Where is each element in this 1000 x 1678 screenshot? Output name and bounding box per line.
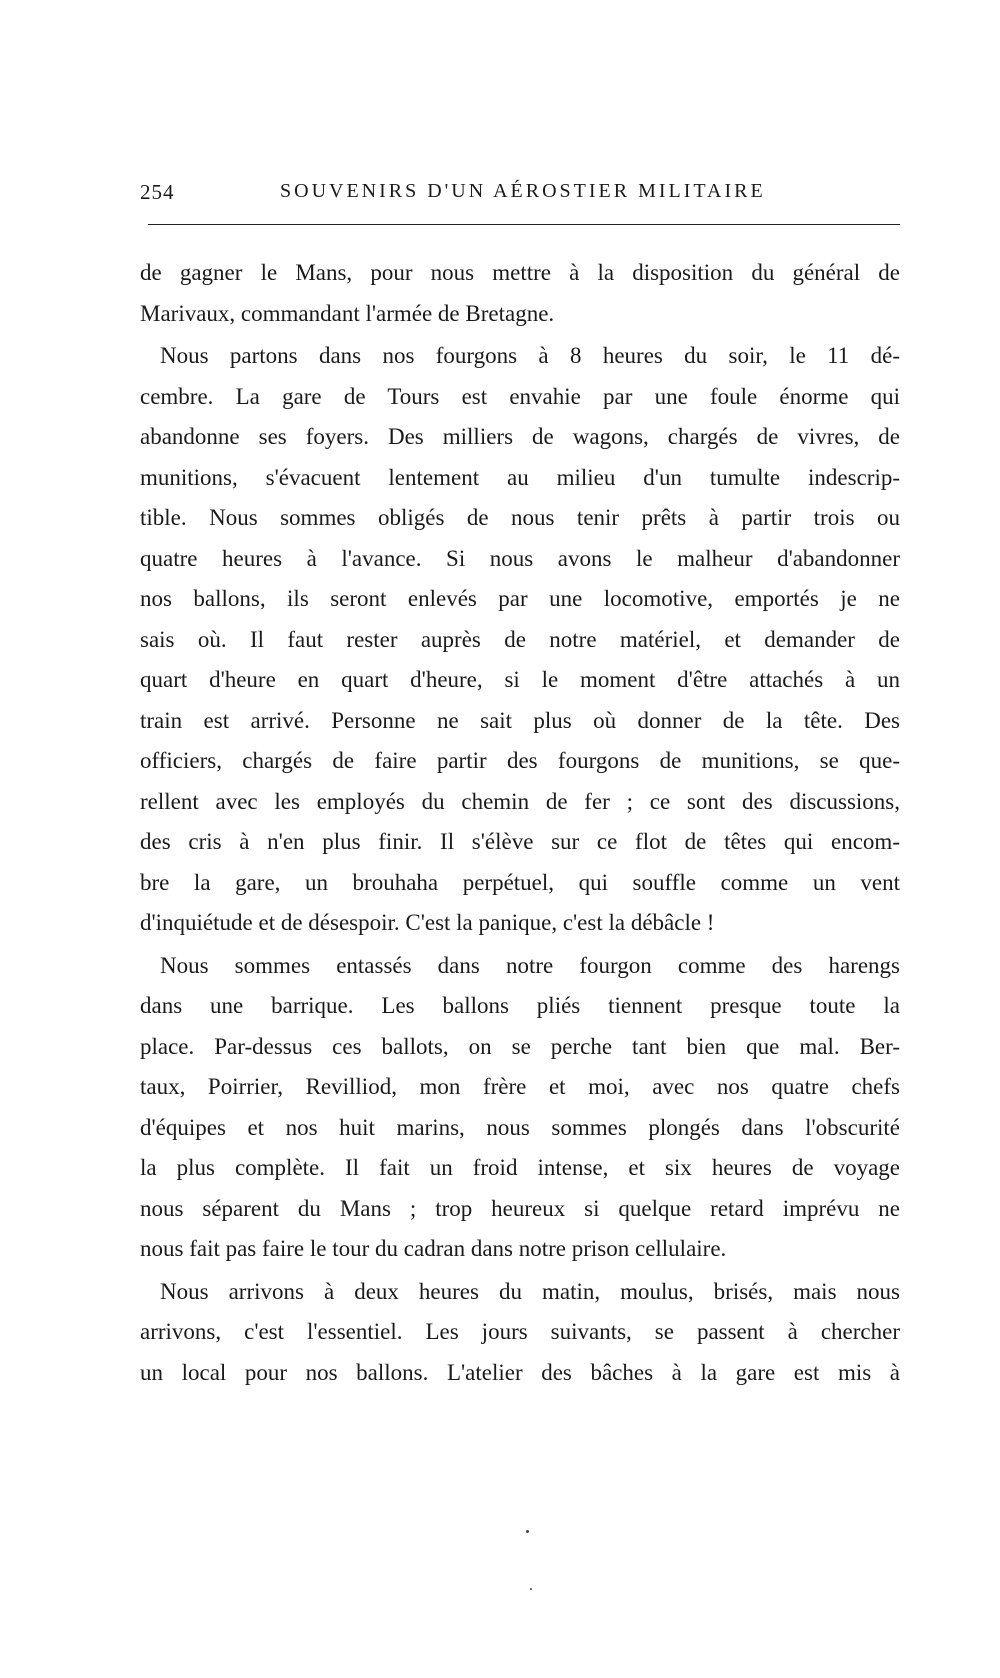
text-line: officiers, chargés de faire partir des fourgons de munitions, se que- [140,748,900,773]
header-rule [148,224,900,225]
text-line: la plus complète. Il fait un froid intense, et six heures de voyage [140,1155,900,1180]
paragraph [140,1272,900,1394]
running-head [140,180,900,214]
text-line: cembre. La gare de Tours est envahie par une foule énorme qui [140,383,900,409]
print-speck [530,1588,532,1590]
body-text [140,253,900,1393]
text-line: nos ballons, ils seront enlevés par une locomotive, emportés je ne [140,586,900,611]
text-line: quatre heures à l'avance. Si nous avons le malheur d'abandonner [140,545,900,571]
running-title: SOUVENIRS D'UN AÉROSTIER MILITAIRE [280,180,766,202]
text-line: des cris à n'en plus finir. Il s'élève sur ce flot de têtes qui encom- [140,829,900,854]
text-line: abandonne ses foyers. Des milliers de wagons, chargés de vivres, de [140,424,900,449]
text-line: d'inquiétude et de désespoir. C'est la panique, c'est la débâcle ! [140,910,715,935]
text-line: de gagner le Mans, pour nous mettre à la disposition du général de [140,260,900,285]
paragraph [140,336,900,944]
page-number: 254 [140,180,175,204]
text-line: dans une barrique. Les ballons pliés tiennent presque toute la [140,993,900,1018]
text-line: nous séparent du Mans ; trop heureux si quelque retard imprévu ne [140,1195,900,1221]
text-line: tible. Nous sommes obligés de nous tenir prêts à partir trois ou [140,505,900,530]
text-line: bre la gare, un brouhaha perpétuel, qui souffle comme un vent [140,869,900,895]
text-line: arrivons, c'est l'essentiel. Les jours suivants, se passent à chercher [140,1319,900,1344]
text-line: place. Par-dessus ces ballots, on se perche tant bien que mal. Ber- [140,1033,900,1059]
paragraph [140,253,900,334]
text-line: train est arrivé. Personne ne sait plus où donner de la tête. Des [140,707,900,733]
text-line: Nous partons dans nos fourgons à 8 heures du soir, le 11 dé- [160,343,900,368]
text-line: munitions, s'évacuent lentement au milieu d'un tumulte indescrip- [140,464,900,490]
text-line: d'équipes et nos huit marins, nous sommes plongés dans l'obscurité [140,1114,900,1140]
text-line: Nous arrivons à deux heures du matin, moulus, brisés, mais nous [160,1278,900,1304]
text-line: taux, Poirrier, Revilliod, mon frère et moi, avec nos quatre chefs [140,1074,900,1099]
text-line: Marivaux, commandant l'armée de Bretagne. [140,300,555,326]
text-line: rellent avec les employés du chemin de fer ; ce sont des discussions, [140,788,900,814]
text-line: nous fait pas faire le tour du cadran dans notre prison cellulaire. [140,1236,727,1261]
text-line: Nous sommes entassés dans notre fourgon comme des harengs [160,952,900,978]
text-line: un local pour nos ballons. L'atelier des bâches à la gare est mis à [140,1359,900,1385]
print-speck [526,1530,529,1533]
text-line: quart d'heure en quart d'heure, si le moment d'être attachés à un [140,667,900,692]
text-line: sais où. Il faut rester auprès de notre matériel, et demander de [140,626,900,652]
paragraph [140,946,900,1270]
